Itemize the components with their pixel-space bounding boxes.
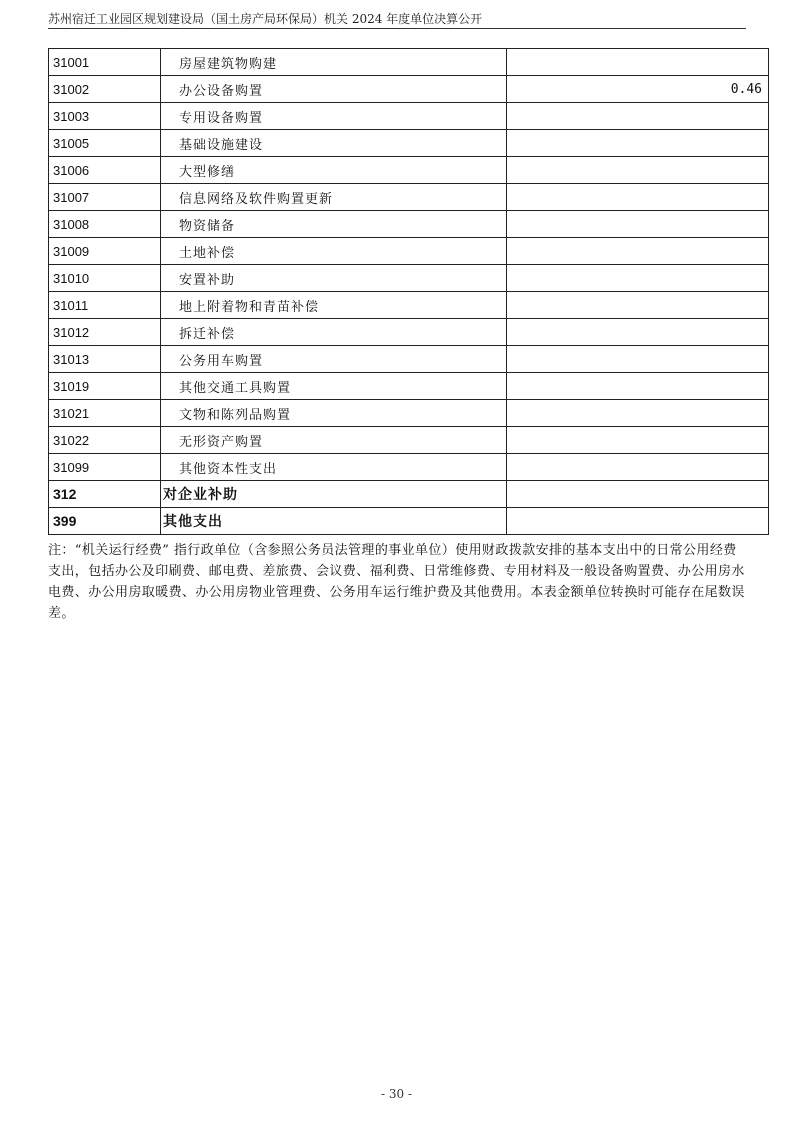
row-name: 对企业补助 bbox=[161, 481, 507, 508]
row-code: 31011 bbox=[49, 292, 161, 319]
table-row-category bbox=[49, 508, 769, 535]
row-amount bbox=[507, 400, 769, 427]
row-name: 大型修缮 bbox=[161, 157, 507, 184]
row-amount bbox=[507, 373, 769, 400]
row-code: 31001 bbox=[49, 49, 161, 76]
table-row bbox=[49, 130, 769, 157]
table-row bbox=[49, 454, 769, 481]
row-amount bbox=[507, 238, 769, 265]
table-row bbox=[49, 400, 769, 427]
table-row bbox=[49, 211, 769, 238]
table-row-category bbox=[49, 481, 769, 508]
row-amount bbox=[507, 157, 769, 184]
table-row bbox=[49, 157, 769, 184]
row-name: 拆迁补偿 bbox=[161, 319, 507, 346]
row-name: 专用设备购置 bbox=[161, 103, 507, 130]
table-row bbox=[49, 427, 769, 454]
row-name: 公务用车购置 bbox=[161, 346, 507, 373]
table-row bbox=[49, 373, 769, 400]
row-code: 31005 bbox=[49, 130, 161, 157]
row-name: 其他支出 bbox=[161, 508, 507, 535]
table-row bbox=[49, 76, 769, 103]
row-code: 31002 bbox=[49, 76, 161, 103]
table-row bbox=[49, 265, 769, 292]
table-row bbox=[49, 103, 769, 130]
row-amount bbox=[507, 346, 769, 373]
row-code: 31008 bbox=[49, 211, 161, 238]
row-amount bbox=[507, 292, 769, 319]
row-amount bbox=[507, 265, 769, 292]
table-note bbox=[48, 540, 748, 624]
row-code: 31006 bbox=[49, 157, 161, 184]
page-header: 苏州宿迁工业园区规划建设局（国土房产局环保局）机关 2024 年度单位决算公开 bbox=[48, 12, 483, 26]
row-name: 其他交通工具购置 bbox=[161, 373, 507, 400]
row-amount bbox=[507, 319, 769, 346]
header-divider bbox=[48, 28, 746, 29]
row-name: 无形资产购置 bbox=[161, 427, 507, 454]
row-code: 31013 bbox=[49, 346, 161, 373]
row-code: 312 bbox=[49, 481, 161, 508]
row-name: 房屋建筑物购建 bbox=[161, 49, 507, 76]
row-amount bbox=[507, 130, 769, 157]
row-amount bbox=[507, 481, 769, 508]
row-amount bbox=[507, 427, 769, 454]
table-row bbox=[49, 319, 769, 346]
row-name: 地上附着物和青苗补偿 bbox=[161, 292, 507, 319]
table-row bbox=[49, 49, 769, 76]
row-name: 办公设备购置 bbox=[161, 76, 507, 103]
row-amount bbox=[507, 49, 769, 76]
row-amount bbox=[507, 103, 769, 130]
row-amount bbox=[507, 211, 769, 238]
row-name: 基础设施建设 bbox=[161, 130, 507, 157]
row-code: 31019 bbox=[49, 373, 161, 400]
row-code: 31003 bbox=[49, 103, 161, 130]
row-amount bbox=[507, 184, 769, 211]
row-code: 31010 bbox=[49, 265, 161, 292]
row-name: 安置补助 bbox=[161, 265, 507, 292]
expenditure-table bbox=[48, 48, 769, 535]
row-code: 31007 bbox=[49, 184, 161, 211]
row-code: 399 bbox=[49, 508, 161, 535]
table-row bbox=[49, 184, 769, 211]
table-row bbox=[49, 292, 769, 319]
row-name: 其他资本性支出 bbox=[161, 454, 507, 481]
note-text: 注：“机关运行经费” 指行政单位（含参照公务员法管理的事业单位）使用财政拨款安排的基本支出中的日常公用经费支出，包括办公及印刷费、邮电费、差旅费、会议费、福利费、日常维修费、专用材料及一般设备购置费、办公用房水电费、办公用房取暖费、办公用房物业管理费、公务用车运行维护费及其他费用。本表金额单位转换时可能存在尾数误差。 bbox=[48, 543, 745, 621]
table-row bbox=[49, 238, 769, 265]
page-number: - 30 - bbox=[380, 1087, 412, 1101]
table-row bbox=[49, 346, 769, 373]
row-code: 31099 bbox=[49, 454, 161, 481]
row-amount: 0.46 bbox=[507, 76, 769, 103]
row-name: 物资储备 bbox=[161, 211, 507, 238]
row-name: 文物和陈列品购置 bbox=[161, 400, 507, 427]
row-code: 31012 bbox=[49, 319, 161, 346]
row-name: 信息网络及软件购置更新 bbox=[161, 184, 507, 211]
row-code: 31009 bbox=[49, 238, 161, 265]
row-code: 31021 bbox=[49, 400, 161, 427]
row-name: 土地补偿 bbox=[161, 238, 507, 265]
row-amount bbox=[507, 508, 769, 535]
row-code: 31022 bbox=[49, 427, 161, 454]
row-amount bbox=[507, 454, 769, 481]
